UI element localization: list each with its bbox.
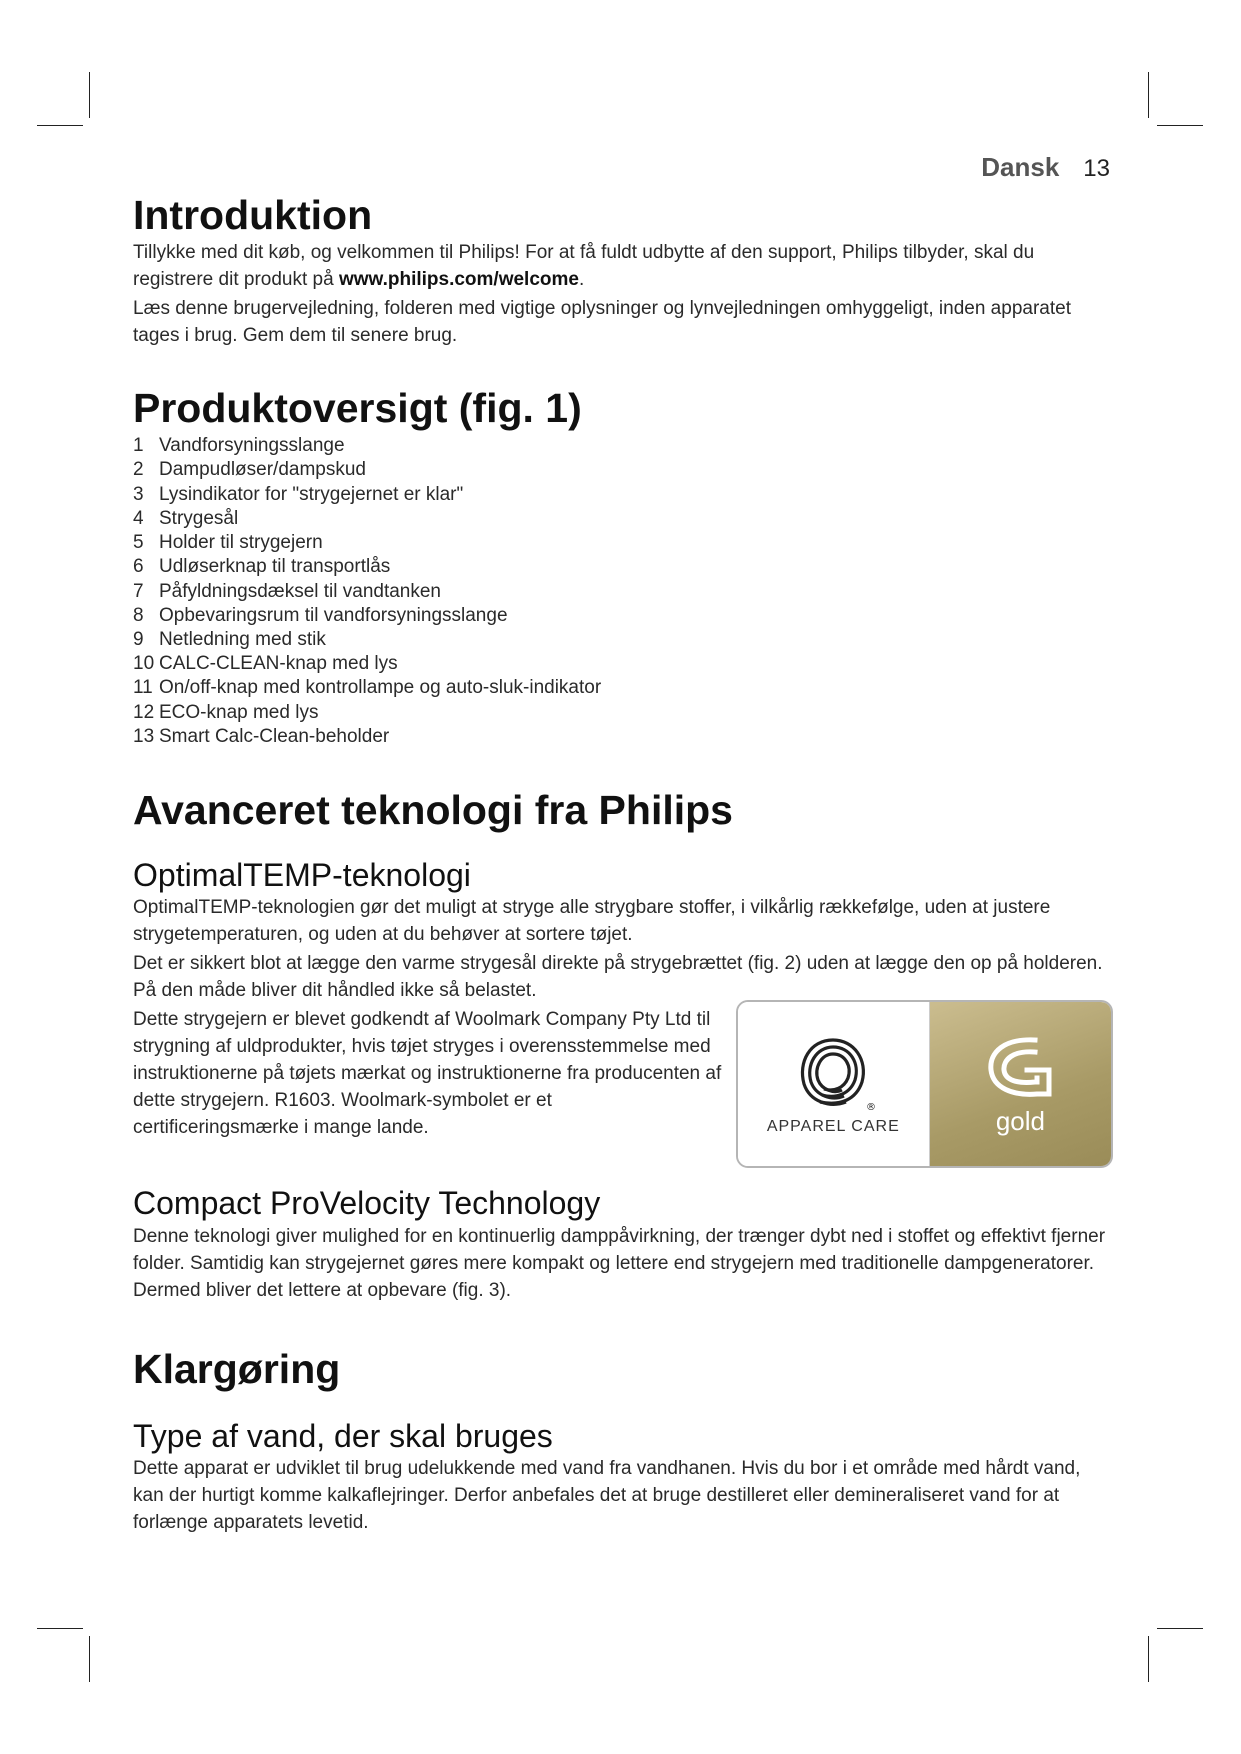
advanced-title: Avanceret teknologi fra Philips bbox=[133, 786, 733, 833]
optimaltemp-title: OptimalTEMP-teknologi bbox=[133, 857, 471, 894]
item-label: Strygesål bbox=[159, 507, 239, 529]
item-label: ECO-knap med lys bbox=[159, 701, 319, 723]
item-label: CALC-CLEAN-knap med lys bbox=[159, 653, 398, 675]
item-number: 11 bbox=[133, 677, 153, 699]
crop-mark bbox=[1157, 125, 1203, 126]
advanced-technology-section bbox=[133, 787, 1113, 1304]
language-label: Dansk bbox=[981, 152, 1060, 182]
optimaltemp-subsection bbox=[133, 856, 1113, 1168]
woolmark-apparel-care-panel bbox=[738, 1002, 930, 1166]
crop-mark bbox=[1157, 1628, 1203, 1629]
compact-title: Compact ProVelocity Technology bbox=[133, 1185, 601, 1222]
item-number: 4 bbox=[133, 507, 144, 529]
optimaltemp-paragraph-2: Det er sikkert blot at lægge den varme strygesål direkte på strygebrættet (fig. 2) uden at lægge den op på holderen. På den måde bliver dit håndled ikke så belastet. bbox=[133, 953, 1103, 1002]
item-label: Smart Calc-Clean-beholder bbox=[159, 725, 390, 747]
list-item bbox=[133, 483, 1113, 507]
product-overview-title: Produktoversigt (fig. 1) bbox=[133, 385, 582, 432]
page-header bbox=[981, 152, 1110, 183]
list-item bbox=[133, 725, 1113, 749]
item-number: 6 bbox=[133, 556, 144, 578]
intro-period: . bbox=[578, 269, 585, 291]
klargoring-section bbox=[133, 1346, 1113, 1537]
item-number: 2 bbox=[133, 459, 144, 481]
list-item bbox=[133, 701, 1113, 725]
crop-mark bbox=[37, 125, 83, 126]
intro-text: Tillykke med dit køb, og velkommen til Philips! For at få fuldt udbytte af den support, Philips tilbyder, skal du registrere dit produkt på bbox=[133, 242, 1035, 291]
woolmark-paragraph: Dette strygejern er blevet godkendt af Woolmark Company Pty Ltd til strygning af uldprodukter, hvis tøjet stryges i overensstemmelse med instruktionerne på tøjets mærkat og instruktionerne fra producenten af dette strygejern. R1603. Woolmark-symbolet er et certificeringsmærke i mange lande. bbox=[133, 1009, 722, 1139]
item-label: Vandforsyningsslange bbox=[159, 435, 345, 457]
item-label: Netledning med stik bbox=[159, 628, 326, 650]
item-label: Holder til strygejern bbox=[159, 532, 323, 554]
apparel-care-label: APPAREL CARE bbox=[766, 1118, 900, 1136]
intro-paragraph-2: Læs denne brugervejledning, folderen med vigtige oplysninger og lynvejledningen omhyggeligt, inden apparatet tages i brug. Gem dem til senere brug. bbox=[133, 298, 1071, 347]
list-item bbox=[133, 555, 1113, 579]
item-number: 8 bbox=[133, 604, 144, 626]
crop-mark bbox=[1148, 72, 1149, 118]
crop-mark bbox=[37, 1628, 83, 1629]
crop-mark bbox=[89, 72, 90, 118]
optimaltemp-paragraph-1: OptimalTEMP-teknologien gør det muligt at stryge alle strygbare stoffer, i vilkårlig rækkefølge, uden at justere strygetemperaturen, og uden at du behøver at sortere tøjet. bbox=[133, 897, 1051, 946]
list-item bbox=[133, 507, 1113, 531]
page-number: 13 bbox=[1083, 155, 1110, 182]
woolmark-row bbox=[133, 1006, 1113, 1168]
gold-label: gold bbox=[995, 1105, 1045, 1136]
item-label: Påfyldningsdæksel til vandtanken bbox=[159, 580, 442, 602]
item-number: 12 bbox=[133, 701, 155, 723]
woolmark-logo-icon bbox=[790, 1032, 876, 1112]
list-item bbox=[133, 531, 1113, 555]
intro-title: Introduktion bbox=[133, 192, 373, 238]
woolmark-badge bbox=[736, 1000, 1113, 1168]
item-number: 10 bbox=[133, 653, 155, 675]
gold-panel bbox=[930, 1002, 1111, 1166]
item-number: 7 bbox=[133, 580, 144, 602]
list-item bbox=[133, 652, 1113, 676]
intro-section bbox=[133, 192, 1113, 349]
compact-subsection bbox=[133, 1184, 1113, 1303]
item-number: 5 bbox=[133, 532, 144, 554]
item-label: Lysindikator for "strygejernet er klar" bbox=[159, 483, 464, 505]
product-overview-section bbox=[133, 385, 1113, 749]
klargoring-title: Klargøring bbox=[133, 1345, 341, 1392]
crop-mark bbox=[89, 1636, 90, 1682]
item-number: 3 bbox=[133, 483, 144, 505]
item-label: On/off-knap med kontrollampe og auto-sluk-indikator bbox=[159, 677, 602, 699]
registered-mark: ® bbox=[866, 1102, 877, 1113]
item-number: 9 bbox=[133, 628, 144, 650]
list-item bbox=[133, 628, 1113, 652]
list-item bbox=[133, 604, 1113, 628]
compact-paragraph: Denne teknologi giver mulighed for en kontinuerlig damppåvirkning, der trænger dybt ned i stoffet og effektivt fjerner folder. Samtidig kan strygejernet gøres mere kompakt og lettere end strygejern med traditionelle dampgeneratorer. Dermed bliver det lettere at opbevare (fig. 3). bbox=[133, 1225, 1106, 1301]
list-item bbox=[133, 434, 1113, 458]
water-type-title: Type af vand, der skal bruges bbox=[133, 1417, 553, 1454]
item-label: Opbevaringsrum til vandforsyningsslange bbox=[159, 604, 508, 626]
item-label: Dampudløser/dampskud bbox=[159, 459, 366, 481]
product-list bbox=[133, 434, 1113, 749]
item-label: Udløserknap til transportlås bbox=[159, 556, 391, 578]
gold-g-icon bbox=[983, 1032, 1057, 1102]
water-type-paragraph: Dette apparat er udviklet til brug udelukkende med vand fra vandhanen. Hvis du bor i et område med hårdt vand, kan der hurtigt komme kalkaflejringer. Derfor anbefales det at bruge destilleret eller demineraliseret vand for at forlænge apparatets levetid. bbox=[133, 1458, 1081, 1534]
philips-welcome-link[interactable]: www.philips.com/welcome bbox=[338, 269, 579, 291]
item-number: 1 bbox=[133, 435, 144, 457]
page-content bbox=[133, 192, 1113, 1536]
intro-paragraph-1 bbox=[133, 239, 1113, 293]
list-item bbox=[133, 676, 1113, 700]
crop-mark bbox=[1148, 1636, 1149, 1682]
item-number: 13 bbox=[133, 725, 155, 747]
list-item bbox=[133, 458, 1113, 482]
list-item bbox=[133, 580, 1113, 604]
